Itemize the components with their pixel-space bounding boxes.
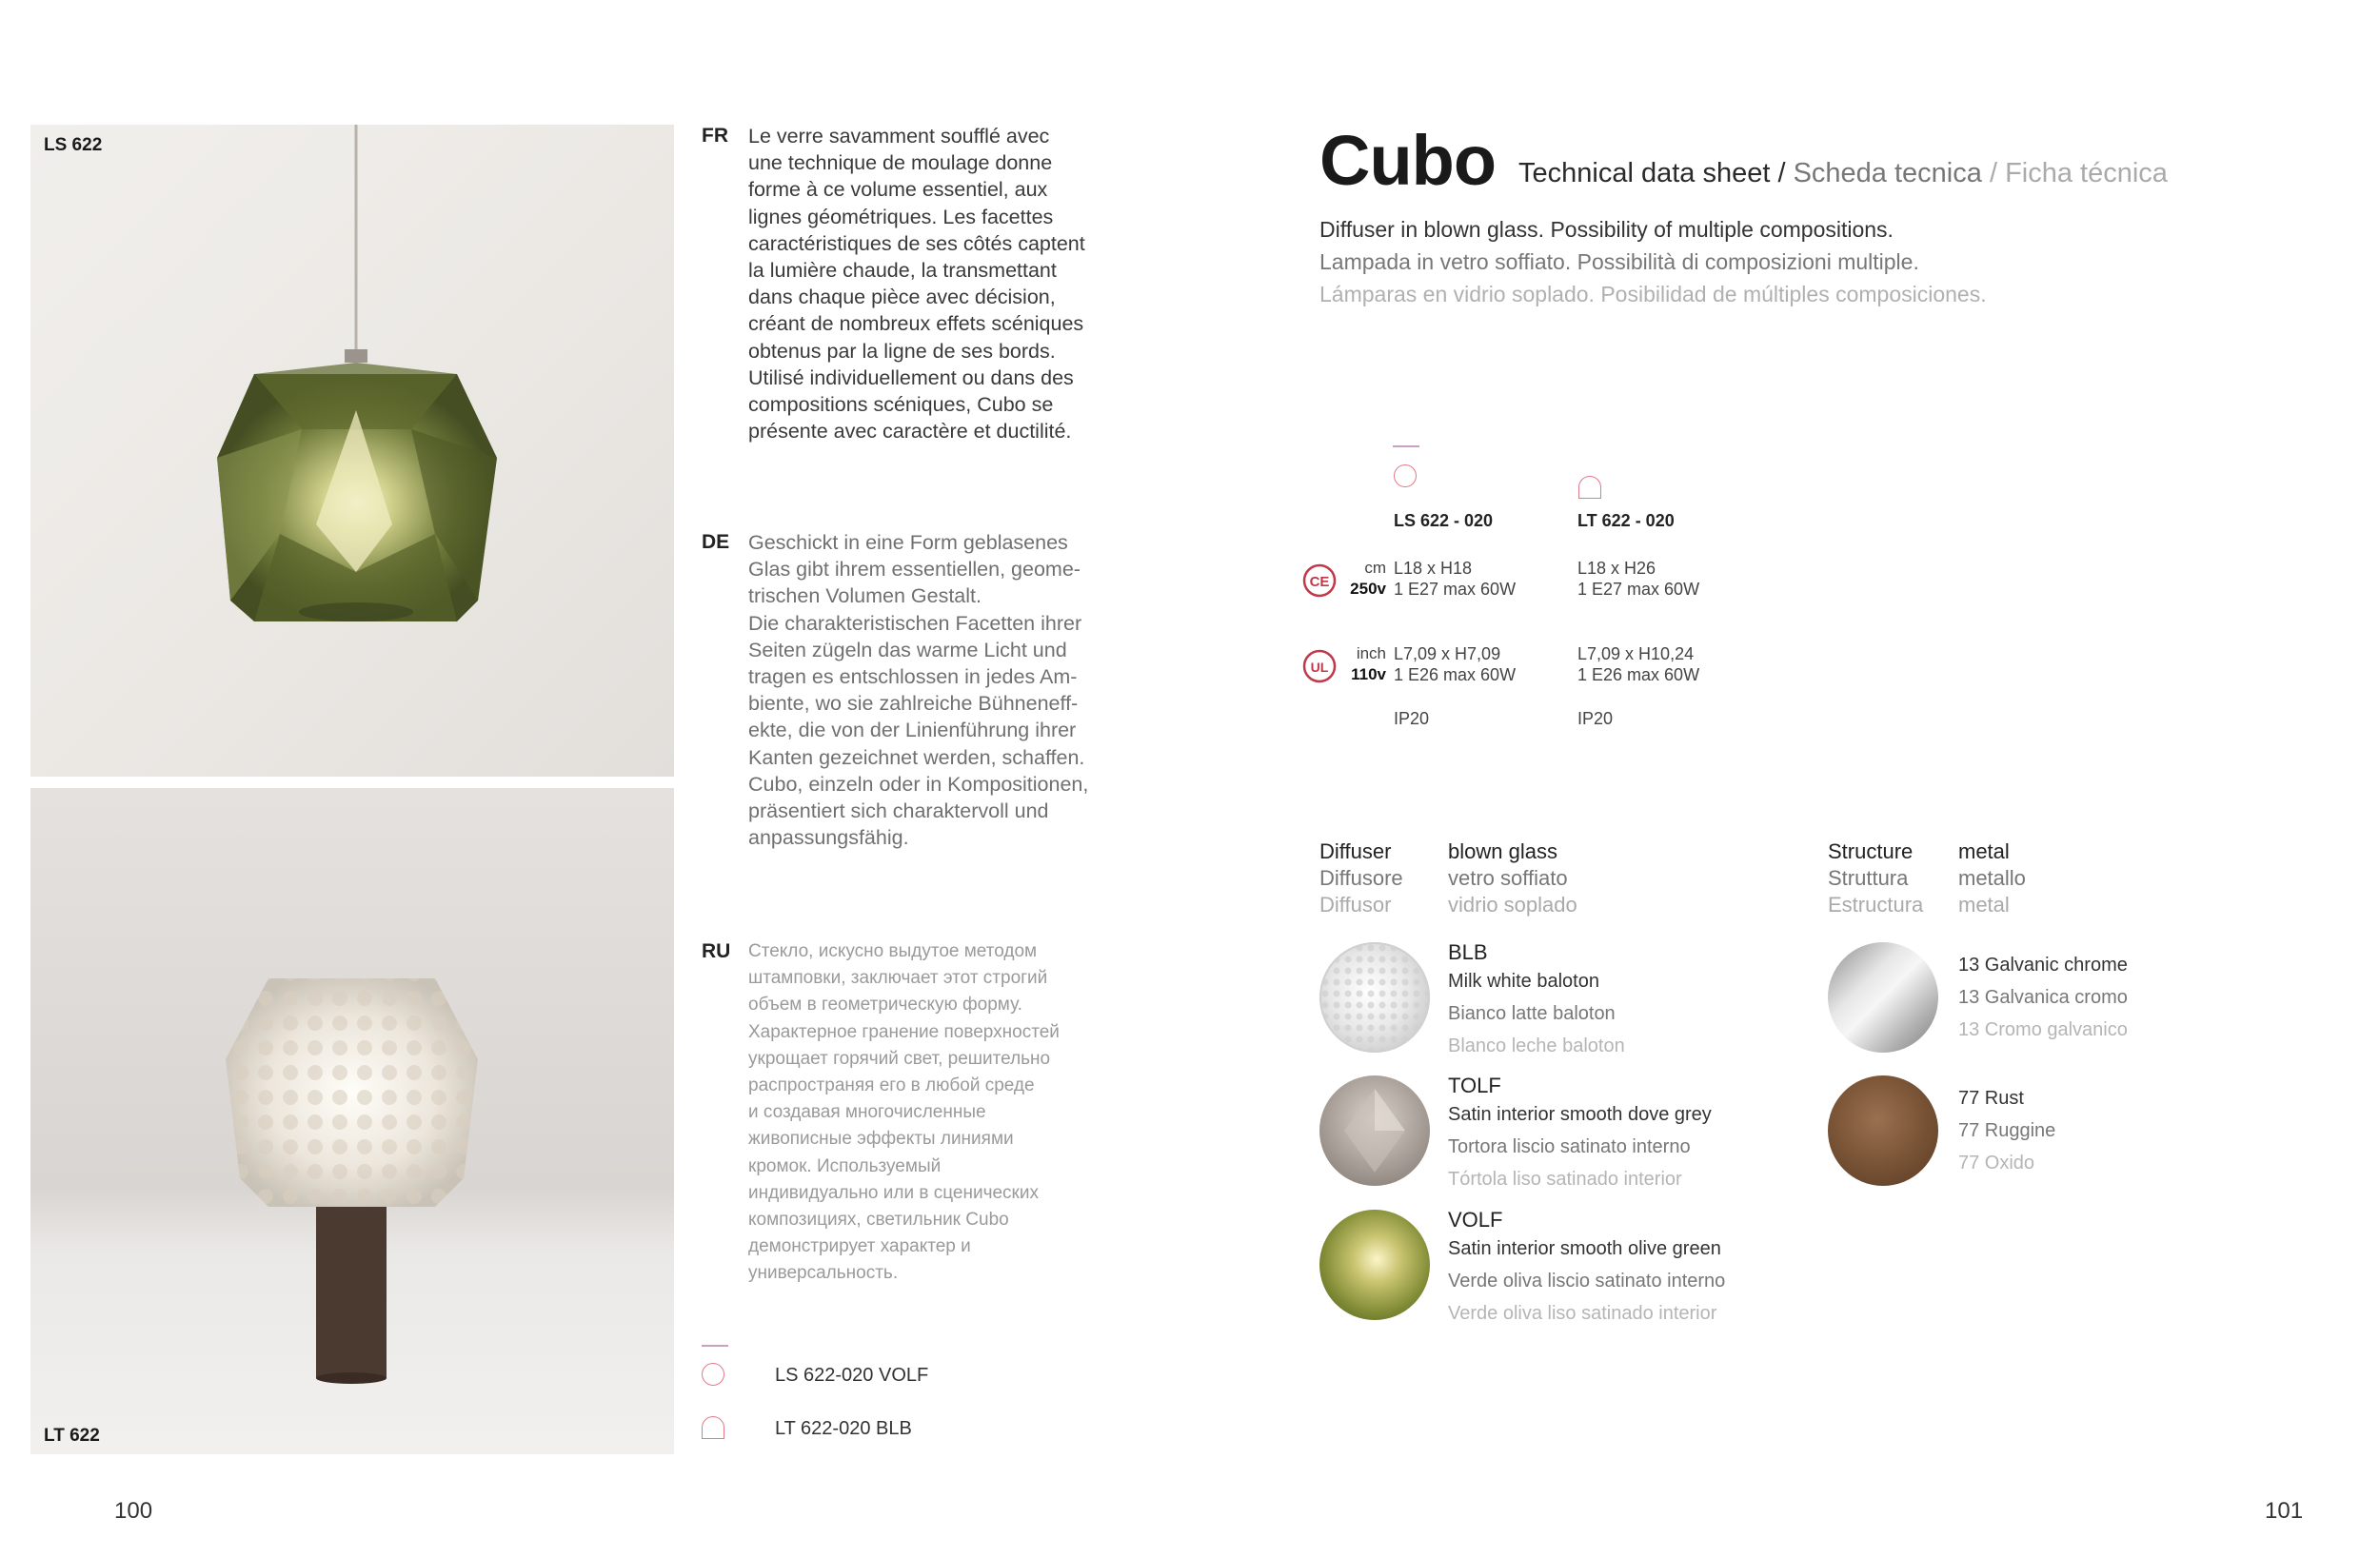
table-lamp-photo xyxy=(30,788,674,1454)
spec-ls622-inch: L7,09 x H7,09 1 E26 max 60W xyxy=(1394,644,1517,684)
description-en: Diffuser in blown glass. Possibility of multiple compositions. xyxy=(1319,217,1894,242)
finish-code-volf: VOLF xyxy=(1448,1208,1503,1232)
spec-pendant-icon xyxy=(1394,464,1417,487)
legend-table-label: LT 622-020 BLB xyxy=(775,1418,912,1439)
finish-names-volf: Satin interior smooth olive green Verde oliva liscio satinato interno Verde oliva liso satinado interior xyxy=(1448,1238,1726,1324)
pendant-icon xyxy=(702,1363,724,1386)
subtitle: Technical data sheet / Scheda tecnica / Ficha técnica xyxy=(1518,158,2168,188)
swatch-rust xyxy=(1828,1075,1938,1186)
structure-values: metal metallo metal xyxy=(1958,839,2026,917)
finish-code-blb: BLB xyxy=(1448,940,1488,964)
swatch-volf xyxy=(1319,1210,1430,1320)
diffuser-values: blown glass vetro soffiato vidrio soplado xyxy=(1448,839,1577,917)
pendant-lamp-illustration xyxy=(30,125,674,777)
finish-names-blb: Milk white baloton Bianco latte baloton Blanco leche baloton xyxy=(1448,971,1625,1056)
spec-ls622-ip: IP20 xyxy=(1394,709,1430,728)
table-lamp-icon xyxy=(702,1416,724,1439)
spec-lt622-cm: L18 x H26 1 E27 max 60W xyxy=(1577,559,1700,599)
lang-code-ru: RU xyxy=(702,940,731,962)
spec-lt622-ip: IP20 xyxy=(1577,709,1614,728)
text-fr: Le verre savamment soufflé avec une technique de moulage donne forme à ce volume essentiel, aux lignes géométriques. Les facettes caractéristiques de ses côtés captent la lumière chaude, la transmettant dans chaque pièce avec décision, créant de nombreux effets scéniques obtenus par la ligne de ses bords. Utilisé individuellement ou dans des compositions scéniques, Cubo se présente avec caractère et ductilité. xyxy=(748,125,1085,444)
ul-units: inch 110v xyxy=(1351,644,1386,683)
photo-label-ls622: LS 622 xyxy=(44,135,103,155)
lang-code-fr: FR xyxy=(702,125,728,147)
pendant-lamp-photo xyxy=(30,125,674,777)
legend-pendant-label: LS 622-020 VOLF xyxy=(775,1365,929,1386)
table-lamp-illustration xyxy=(30,788,674,1454)
diffuser-labels: Diffuser Diffusore Diffusor xyxy=(1319,839,1403,917)
spec-table-lamp-icon xyxy=(1578,476,1601,499)
swatch-chrome xyxy=(1828,942,1938,1053)
photo-label-lt622: LT 622 xyxy=(44,1426,100,1446)
description-it: Lampada in vetro soffiato. Possibilità di composizioni multiple. xyxy=(1319,249,1919,274)
spec-lt622-inch: L7,09 x H10,24 1 E26 max 60W xyxy=(1577,644,1700,684)
ce-mark-icon xyxy=(1302,563,1337,598)
swatch-tolf xyxy=(1319,1075,1430,1186)
structure-labels: Structure Struttura Estructura xyxy=(1828,839,1924,917)
text-ru: Стекло, искусно выдутое методом штамповки, заключает этот строгий объем в геометрическую форму. Характерное гранение поверхностей укрощает горячий свет, решительно распространяя его в любой среде и создавая многочисленные живописные эффекты линиями кромок. Используемый индивидуально или в сценических композициях, светильник Cubo демонстрирует характер и универсальность. xyxy=(748,941,1060,1284)
legend-pendant-bar xyxy=(702,1345,728,1347)
page-number-right: 101 xyxy=(2265,1498,2304,1524)
swatch-blb xyxy=(1319,942,1430,1053)
text-de: Geschickt in eine Form geblasenes Glas gibt ihrem essentiellen, geome- trischen Volumen Gestalt. Die charakteristischen Facetten ihrer Seiten zügeln das warme Licht und tragen es entschlossen in jedes Am- biente, wo sie zahlreiche Bühneneff- ekte, die von der Linienführung ihrer Kanten gezeichnet werden, schaffen. Cubo, einzeln oder in Kompositionen, präsentiert sich charaktervoll und anpassungsfähig. xyxy=(748,531,1089,850)
description-es: Lámparas en vidrio soplado. Posibilidad de múltiples composiciones. xyxy=(1319,282,1987,306)
spec-model-ls622: LS 622 - 020 xyxy=(1394,511,1494,530)
finish-code-tolf: TOLF xyxy=(1448,1074,1501,1097)
svg-text:UL: UL xyxy=(1310,660,1329,675)
spec-ls622-cm: L18 x H18 1 E27 max 60W xyxy=(1394,559,1517,599)
svg-text:CE: CE xyxy=(1309,574,1330,590)
page-number-left: 100 xyxy=(114,1498,153,1524)
finish-names-tolf: Satin interior smooth dove grey Tortora liscio satinato interno Tórtola liso satinado interior xyxy=(1448,1104,1712,1190)
spec-model-lt622: LT 622 - 020 xyxy=(1577,511,1675,530)
ul-mark-icon xyxy=(1302,649,1337,683)
lang-code-de: DE xyxy=(702,531,730,553)
spec-pendant-bar xyxy=(1393,445,1419,447)
finish-names-chrome: 13 Galvanic chrome 13 Galvanica cromo 13 Cromo galvanico xyxy=(1958,955,2128,1040)
product-title: Cubo xyxy=(1319,121,1497,200)
finish-names-rust: 77 Rust 77 Ruggine 77 Oxido xyxy=(1958,1088,2056,1173)
ce-units: cm 250v xyxy=(1350,559,1386,598)
